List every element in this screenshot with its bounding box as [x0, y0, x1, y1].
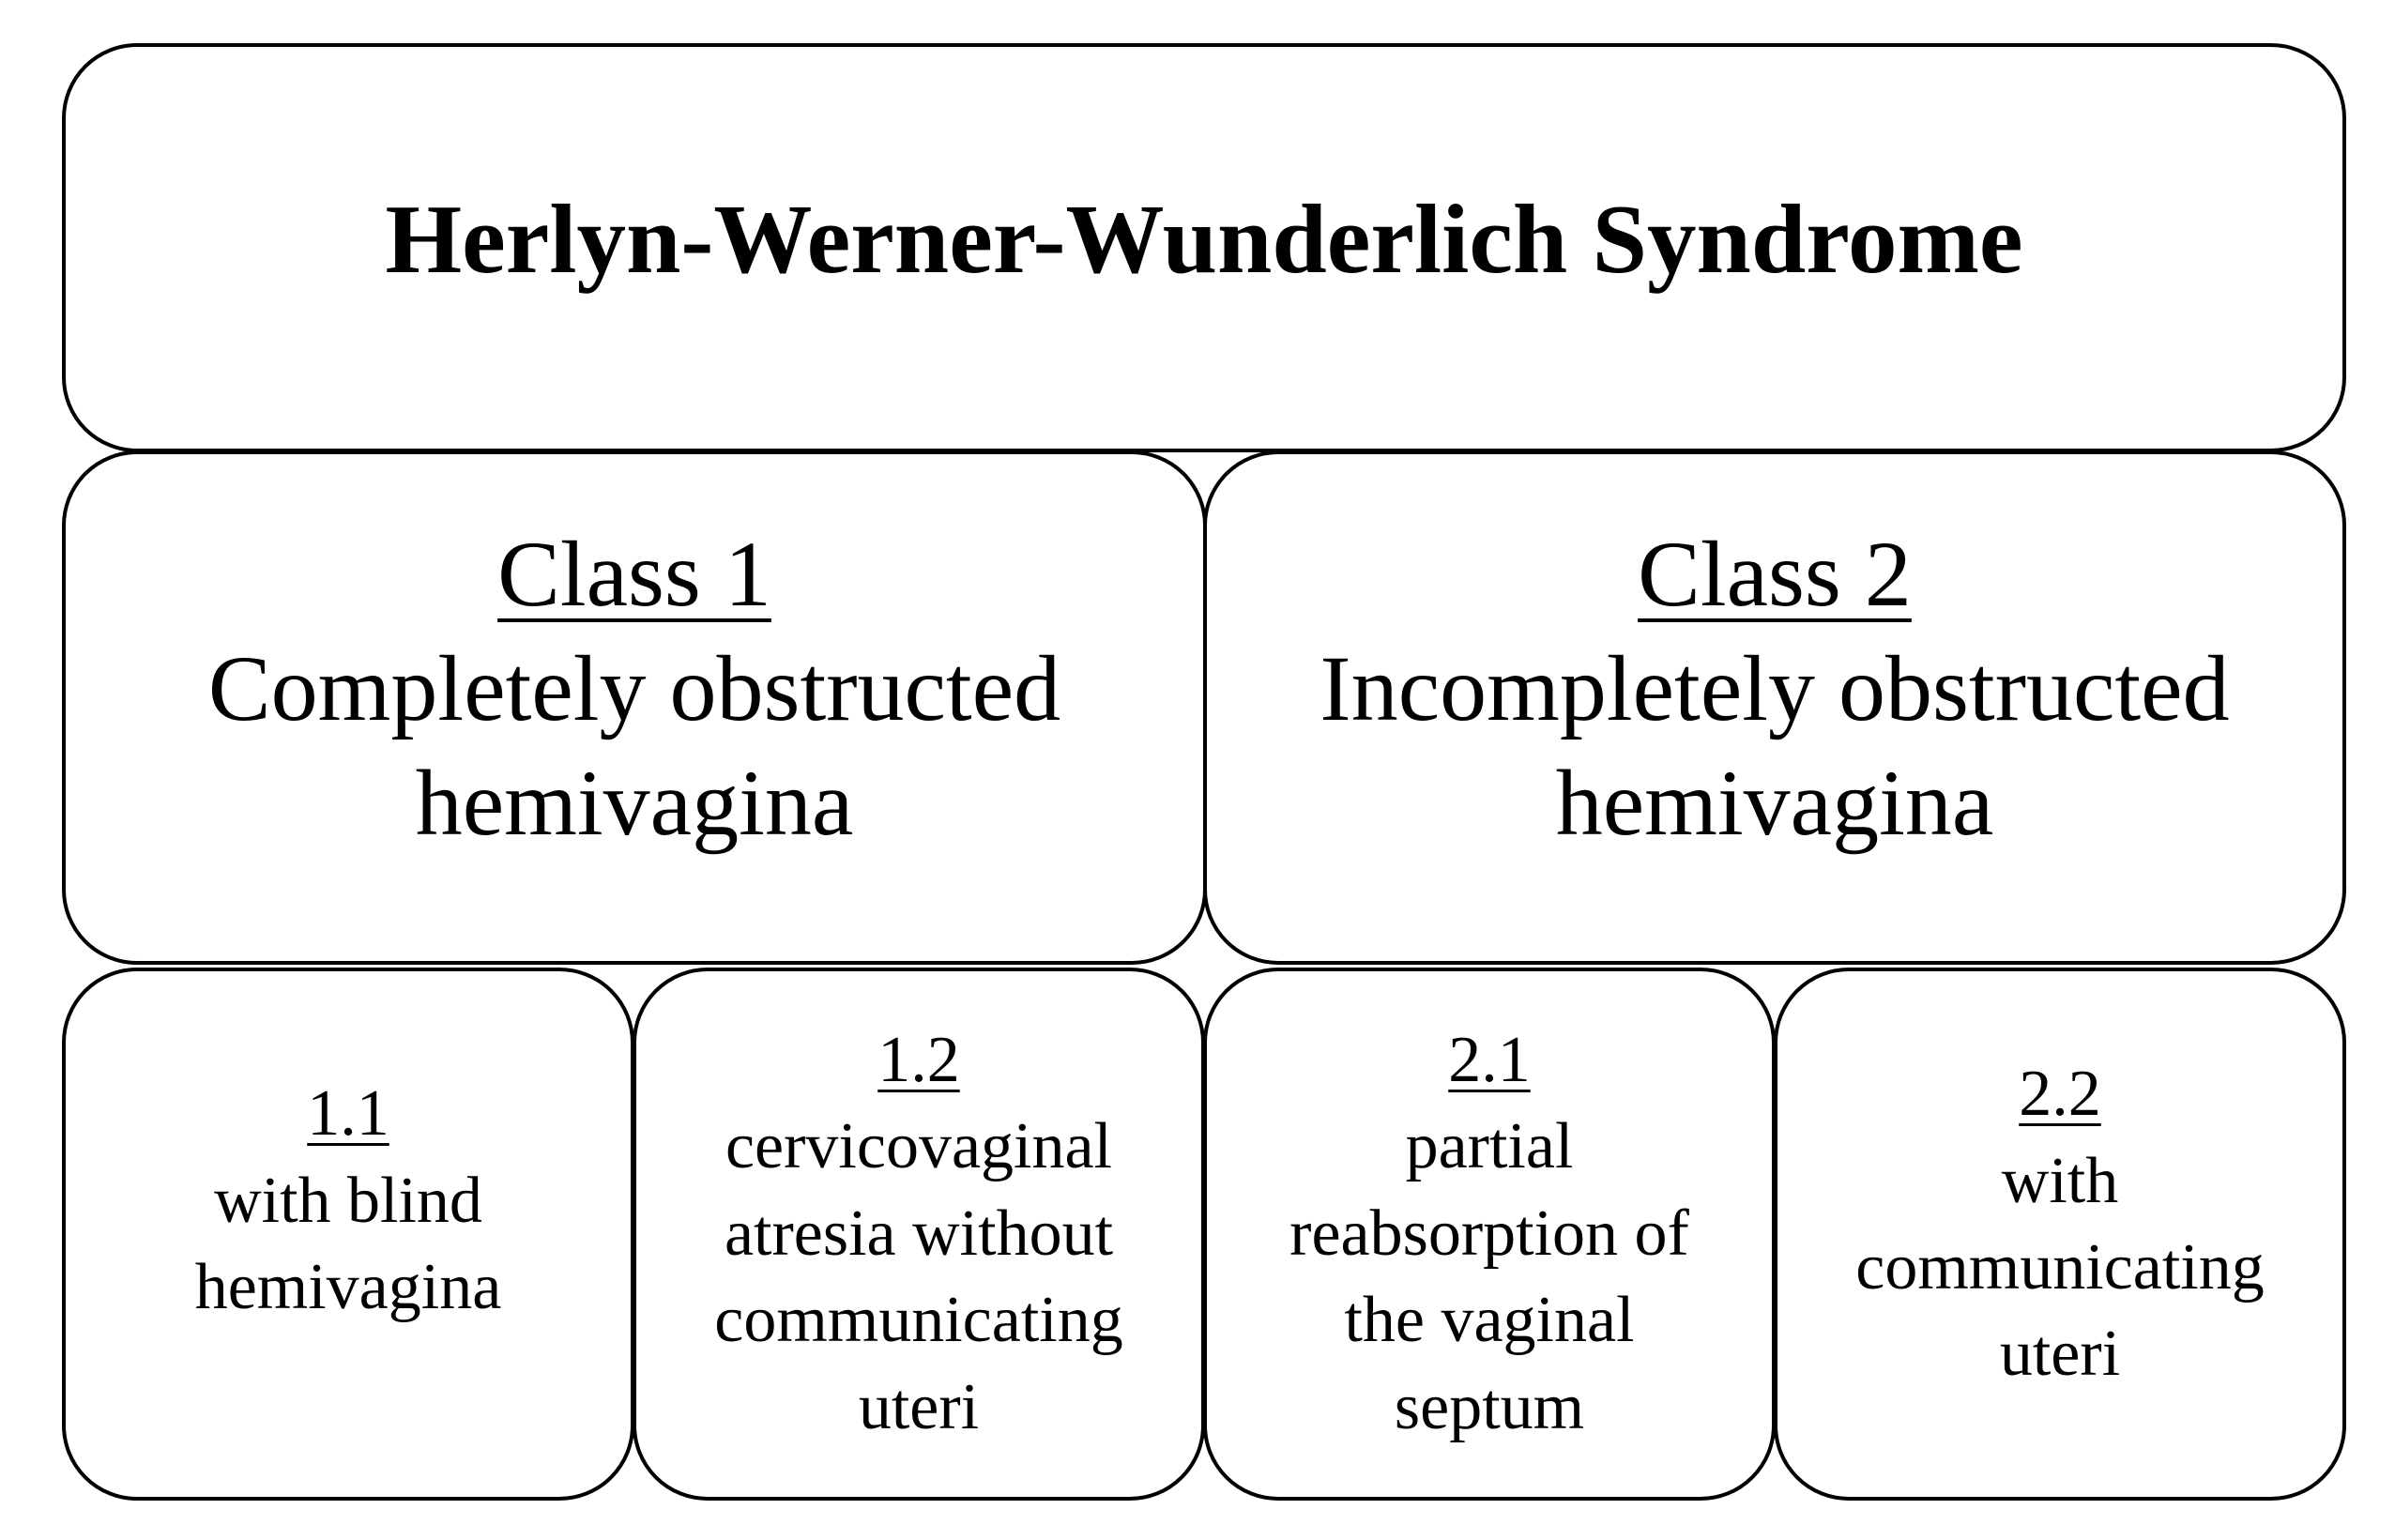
class-2-box [1203, 450, 2346, 965]
subclass-2-2-label: 2.2 [2019, 1058, 2101, 1131]
subclass-2-2-box [1774, 968, 2346, 1501]
class-1-box [62, 450, 1207, 965]
class-2-label: Class 2 [1638, 522, 1912, 626]
class-2-description: Incompletely obstructed hemivagina [1320, 636, 2230, 855]
subclass-1-2-box [633, 968, 1205, 1501]
subclass-1-2-description: cervicovaginal atresia without communicating uteri [714, 1110, 1123, 1443]
subclass-2-1-label: 2.1 [1448, 1024, 1531, 1097]
subclass-1-1-box [62, 968, 634, 1501]
subclass-1-1-description: with blind hemivagina [194, 1164, 502, 1324]
title-box [62, 43, 2346, 452]
class-1-description: Completely obstructed hemivagina [207, 636, 1061, 855]
subclass-2-1-box [1203, 968, 1776, 1501]
subclass-1-2-label: 1.2 [877, 1024, 960, 1097]
subclass-1-1-label: 1.1 [307, 1077, 389, 1151]
diagram-title: Herlyn-Werner-Wunderlich Syndrome [385, 183, 2023, 294]
subclass-2-1-description: partial reabsorption of the vaginal septum [1289, 1110, 1689, 1443]
class-1-label: Class 1 [497, 522, 771, 626]
subclass-2-2-description: with communicating uteri [1855, 1144, 2265, 1391]
